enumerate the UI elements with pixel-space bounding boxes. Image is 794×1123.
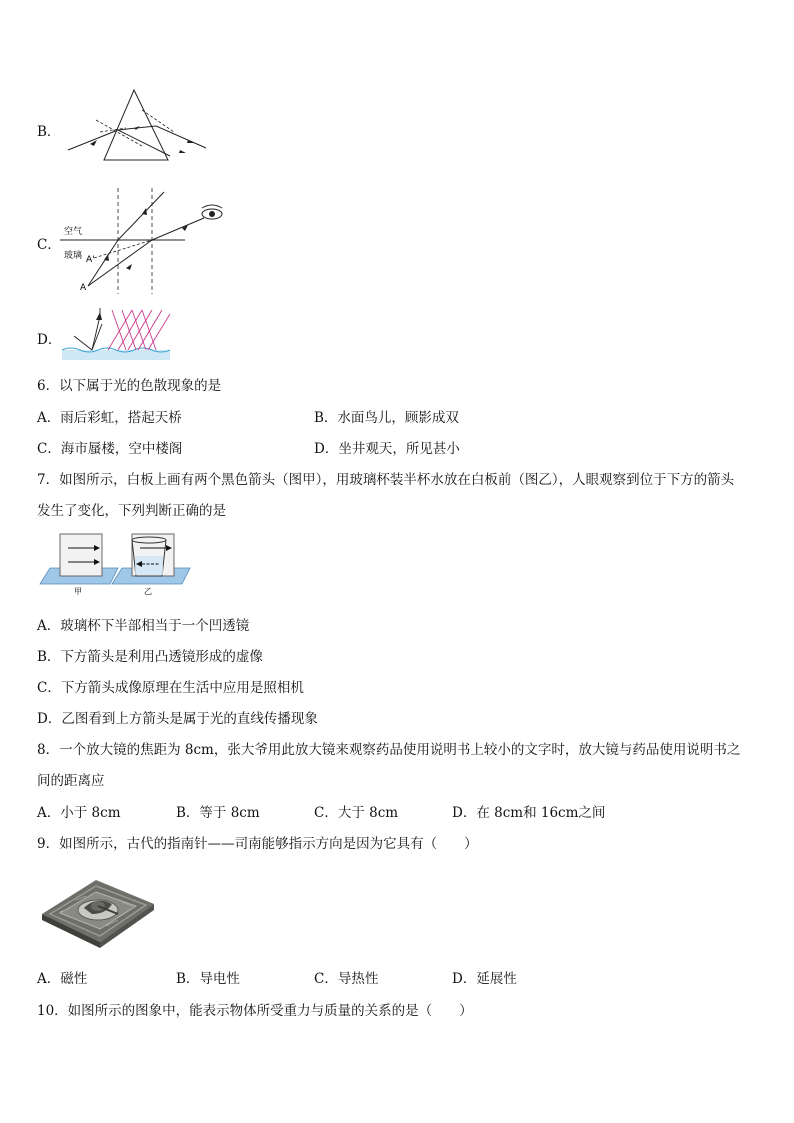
eye-icon: [202, 205, 222, 219]
q6-option-c[interactable]: C．海市蜃楼，空中楼阁: [37, 441, 183, 457]
label-air: 空气: [64, 227, 83, 237]
q8-option-d[interactable]: D．在 8cm和 16cm之间: [452, 805, 606, 821]
refraction-diagram: [60, 188, 230, 296]
fig-label-yi: 乙: [144, 587, 152, 596]
label-a: A: [80, 283, 87, 293]
q7-stem-line2: 发生了变化，下列判断正确的是: [37, 503, 226, 519]
q9-option-c[interactable]: C．导热性: [314, 971, 379, 987]
prism-diagram: [60, 88, 210, 166]
q10-stem: 10．如图所示的图象中，能表示物体所受重力与质量的关系的是（ ）: [37, 1003, 473, 1019]
q8-option-b[interactable]: B．等于 8cm: [176, 805, 260, 821]
label-glass: 玻璃: [64, 251, 83, 261]
q8-stem-line2: 间的距离应: [37, 773, 105, 789]
q9-option-a[interactable]: A．磁性: [37, 971, 88, 987]
q7-option-b[interactable]: B．下方箭头是利用凸透镜形成的虚像: [37, 649, 263, 665]
sinan-compass-image: [40, 868, 156, 948]
q6-option-b[interactable]: B．水面鸟儿，顾影成双: [314, 410, 459, 426]
q8-option-c[interactable]: C．大于 8cm: [314, 805, 399, 821]
q9-option-b[interactable]: B．导电性: [176, 971, 240, 987]
q6-option-d[interactable]: D．坐井观天，所见甚小: [314, 441, 460, 457]
q7-option-c[interactable]: C．下方箭头成像原理在生活中应用是照相机: [37, 680, 304, 696]
label-a-prime: A': [86, 255, 95, 265]
q8-stem-line1: 8．一个放大镜的焦距为 8cm，张大爷用此放大镜来观察药品使用说明书上较小的文字时，放大镜与药品使用说明书之: [37, 742, 741, 758]
q7-stem-line1: 7．如图所示，白板上画有两个黑色箭头（图甲），用玻璃杯装半杯水放在白板前（图乙），人眼观察到位于下方的箭头: [37, 472, 735, 488]
whiteboard-cup-diagram: [38, 532, 198, 596]
option-d-label: D．: [37, 332, 62, 348]
option-b-label: B．: [37, 124, 61, 140]
q7-option-d[interactable]: D．乙图看到上方箭头是属于光的直线传播现象: [37, 711, 318, 727]
fig-label-jia: 甲: [74, 587, 82, 596]
q8-option-a[interactable]: A．小于 8cm: [37, 805, 121, 821]
q6-option-a[interactable]: A．雨后彩虹，搭起天桥: [37, 410, 182, 426]
q6-stem: 6．以下属于光的色散现象的是: [37, 378, 222, 394]
q9-option-d[interactable]: D．延展性: [452, 971, 517, 987]
q9-stem: 9．如图所示，古代的指南针——司南能够指示方向是因为它具有（ ）: [37, 836, 478, 852]
reflection-diagram: [62, 306, 172, 362]
option-c-label: C．: [37, 237, 61, 253]
q7-option-a[interactable]: A．玻璃杯下半部相当于一个凹透镜: [37, 618, 250, 634]
